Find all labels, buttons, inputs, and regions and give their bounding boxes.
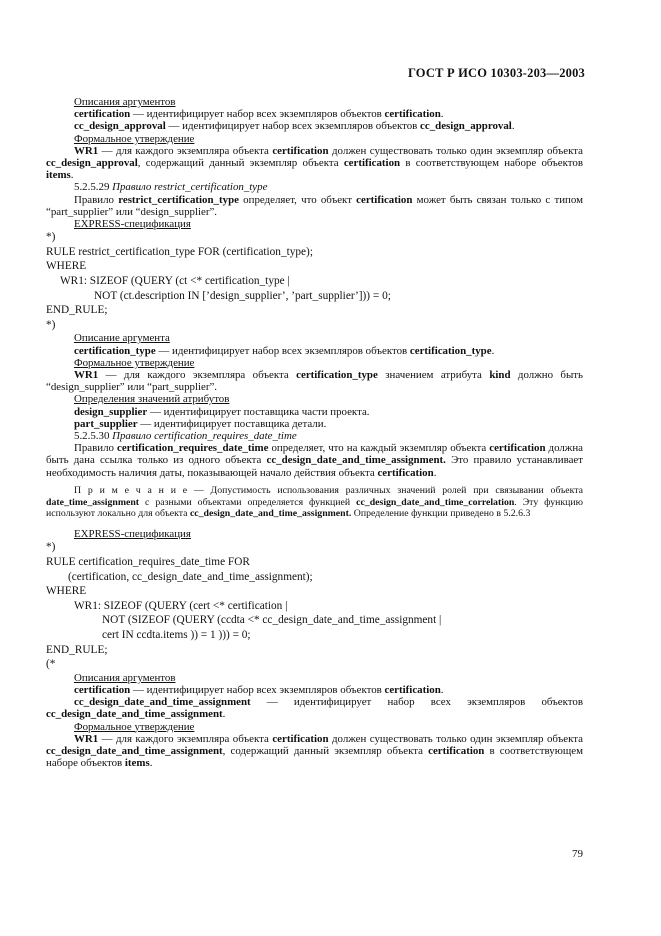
- rule-description: Правило certification_requires_date_time определяет, что на каждый экземпляр объекта certification должна быть дана ссылка только из одного объекта cc_design_date_and_time_assignment. Это правило устанавливает необходимость наличия даты, показывающей начало действия объекта certification.: [46, 442, 583, 479]
- section-heading: Описания аргументов: [74, 671, 176, 684]
- express-heading: EXPRESS-спецификация: [74, 218, 191, 231]
- attribute-value-item: part_supplier — идентифицирует поставщика детали.: [74, 417, 327, 430]
- formal-statement: WR1 — для каждого экземпляра объекта certification_type значением атрибута kind должно быть “design_supplier” или “part_supplier”.: [46, 369, 584, 394]
- formal-statement: WR1 — для каждого экземпляра объекта certification должен существовать только один экземпляр объекта cc_design_approval, содержащий данный экземпляр объекта certification в соответствующем наборе объектов items.: [46, 144, 583, 182]
- page-content: [46, 96, 583, 769]
- code-line: cert IN ccdta.items )) = 1 ))) = 0;: [102, 628, 251, 641]
- code-line: RULE certification_requires_date_time FOR: [46, 556, 250, 569]
- code-line: (*: [46, 658, 56, 671]
- code-line: WR1: SIZEOF (QUERY (ct <* certification_type |: [60, 275, 290, 288]
- section-heading: Описания аргументов: [74, 96, 176, 108]
- document-header: ГОСТ Р ИСО 10303-203—2003: [407, 66, 585, 80]
- note: П р и м е ч а н и е — Допустимость использования различных значений ролей при связывании объекта date_time_assignment с разными объектами определяется функцией cc_design_date_and_time_correlation. Эту функцию используют локально для объекта cc_design_date_and_time_assignment. Определение функции приведено в 5.2.6.3: [46, 484, 583, 520]
- argument-item: certification_type — идентифицирует набор всех экземпляров объектов certification_type.: [74, 344, 495, 357]
- code-line: NOT (SIZEOF (QUERY (ccdta <* cc_design_date_and_time_assignment |: [102, 614, 442, 627]
- code-line: *): [46, 231, 56, 244]
- rule-heading: 5.2.5.29 Правило restrict_certification_type: [74, 181, 268, 194]
- rule-description: Правило restrict_certification_type определяет, что объект certification может быть связан только с типом “part_supplier” или “design_supplier”.: [46, 193, 583, 218]
- section-heading: Формальное утверждение: [74, 356, 195, 369]
- express-code-block: [46, 230, 583, 332]
- argument-item: cc_design_date_and_time_assignment — идентифицирует набор всех экземпляров объектов cc_design_date_and_time_assignment.: [46, 696, 583, 721]
- section-heading: Описание аргумента: [74, 332, 170, 345]
- section-heading: Определения значений атрибутов: [74, 393, 230, 406]
- formal-statement: WR1 — для каждого экземпляра объекта certification должен существовать только один экземпляр объекта cc_design_date_and_time_assignment, содержащий данный экземпляр объекта certification в соответствующем наборе объектов items.: [46, 732, 583, 770]
- express-code-block: [46, 540, 583, 671]
- code-line: WR1: SIZEOF (QUERY (cert <* certification |: [74, 599, 288, 612]
- code-line: (certification, cc_design_date_and_time_assignment);: [68, 570, 313, 583]
- argument-item: certification — идентифицирует набор всех экземпляров объектов certification.: [74, 683, 444, 696]
- code-line: *): [46, 318, 56, 331]
- code-line: WHERE: [46, 260, 87, 273]
- section-heading: Формальное утверждение: [74, 720, 195, 733]
- code-line: *): [46, 541, 56, 554]
- rule-heading: 5.2.5.30 Правило certification_requires_date_time: [74, 430, 297, 443]
- page-number: 79: [572, 848, 583, 860]
- attribute-value-item: design_supplier — идентифицирует поставщика части проекта.: [74, 405, 370, 418]
- code-line: END_RULE;: [46, 304, 108, 317]
- code-line: WHERE: [46, 585, 87, 598]
- code-line: END_RULE;: [46, 643, 108, 656]
- code-line: NOT (ct.description IN [’design_supplier’, ’part_supplier’])) = 0;: [94, 289, 391, 302]
- argument-item: cc_design_approval — идентифицирует набор всех экземпляров объектов cc_design_approval.: [74, 120, 515, 133]
- argument-item: certification — идентифицирует набор всех экземпляров объектов certification.: [74, 108, 444, 121]
- section-heading: Формальное утверждение: [74, 132, 195, 145]
- code-line: RULE restrict_certification_type FOR (certification_type);: [46, 245, 313, 258]
- express-heading: EXPRESS-спецификация: [74, 528, 191, 541]
